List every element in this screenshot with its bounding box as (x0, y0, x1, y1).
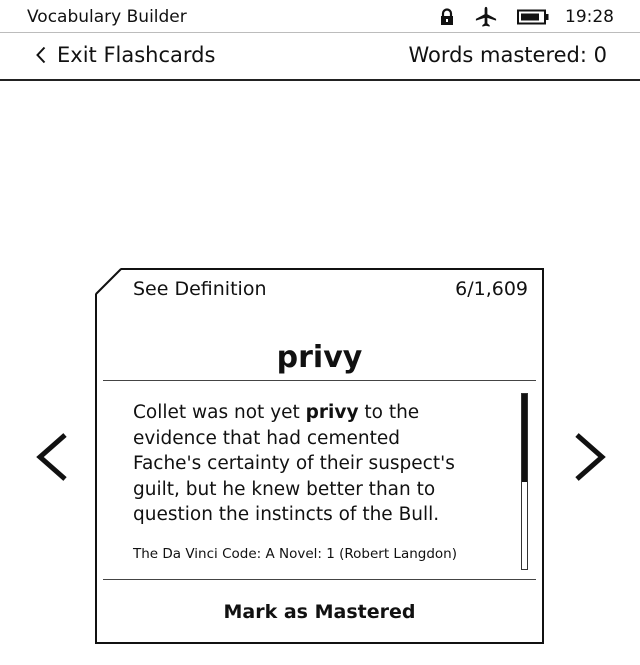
previous-card-arrow[interactable] (35, 432, 69, 482)
quote-source: The Da Vinci Code: A Novel: 1 (Robert Langdon) (133, 546, 457, 562)
quote-highlight: privy (305, 402, 359, 423)
chevron-left-icon (36, 46, 46, 64)
see-definition-button[interactable]: See Definition (133, 278, 267, 300)
flashcard-word: privy (276, 340, 363, 375)
exit-flashcards-label: Exit Flashcards (57, 43, 216, 67)
divider (103, 380, 536, 381)
lock-icon (440, 8, 454, 26)
status-icons (440, 6, 614, 28)
status-bar (0, 0, 640, 33)
airplane-icon (474, 6, 498, 28)
quote-after: to the evidence that had cemented Fache's certainty of their suspect's guilt, but he knew better than to question the instincts of the Bull. (133, 402, 455, 525)
app-title: Vocabulary Builder (27, 7, 187, 27)
page-fold-icon (95, 268, 123, 296)
card-counter: 6/1,609 (455, 278, 528, 300)
battery-icon (517, 9, 549, 25)
words-mastered-count: Words mastered: 0 (408, 43, 607, 67)
next-card-arrow[interactable] (573, 432, 607, 482)
clock: 19:28 (565, 7, 614, 27)
quote-before: Collet was not yet (133, 402, 306, 423)
scrollbar-thumb[interactable] (522, 394, 527, 482)
mark-as-mastered-button[interactable]: Mark as Mastered (223, 601, 416, 623)
exit-flashcards-button[interactable] (36, 43, 215, 67)
usage-quote (133, 400, 473, 528)
nav-bar (0, 33, 640, 81)
flashcard (95, 268, 544, 644)
quote-scrollbar[interactable] (521, 393, 528, 570)
